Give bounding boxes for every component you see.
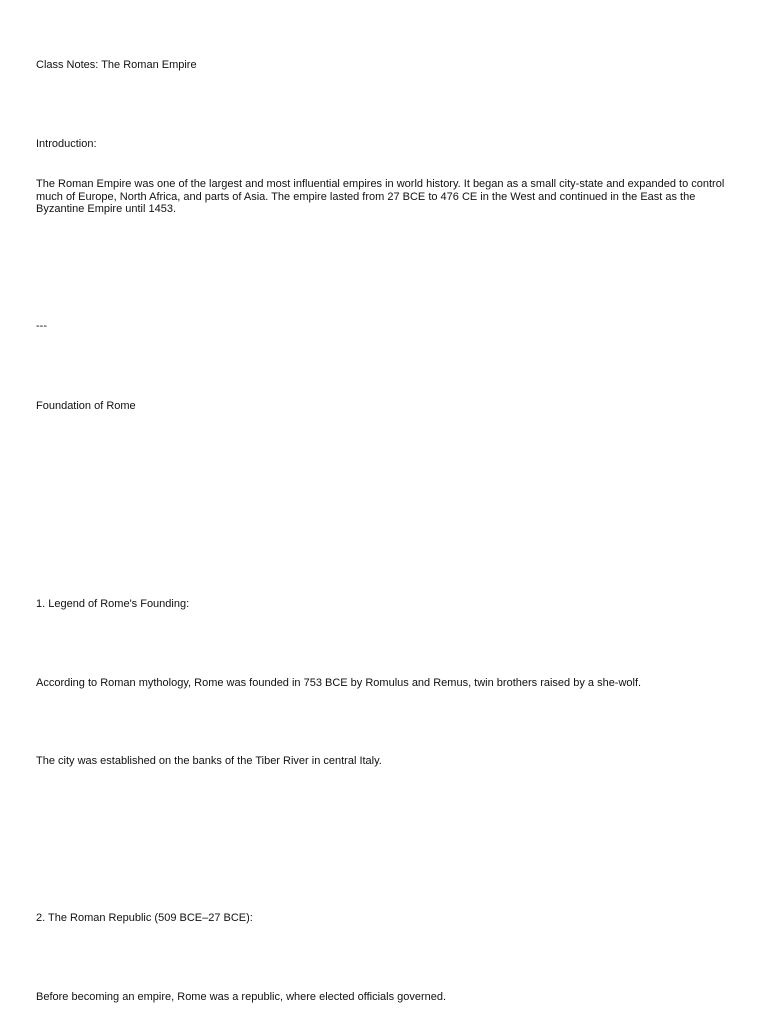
point-2-heading: 2. The Roman Republic (509 BCE–27 BCE): <box>36 912 253 924</box>
document-title: Class Notes: The Roman Empire <box>36 59 197 71</box>
intro-paragraph: The Roman Empire was one of the largest and most influential empires in world history. It began as a small city-state and expanded to control much of Europe, North Africa, and parts of Asia. The empire lasted from 27 BCE to 476 CE in the West and continued in the East as the Byzantine Empire until 1453. <box>36 178 725 215</box>
point-1-text-a: According to Roman mythology, Rome was founded in 753 BCE by Romulus and Remus, twin brothers raised by a she-wolf. <box>36 677 642 689</box>
point-1-heading: 1. Legend of Rome's Founding: <box>36 598 190 610</box>
section-heading-foundation: Foundation of Rome <box>36 400 136 412</box>
intro-heading: Introduction: <box>36 138 97 150</box>
section-separator: --- <box>36 320 47 332</box>
point-2-text-a: Before becoming an empire, Rome was a republic, where elected officials governed. <box>36 991 447 1003</box>
point-1-text-b: The city was established on the banks of the Tiber River in central Italy. <box>36 755 382 767</box>
